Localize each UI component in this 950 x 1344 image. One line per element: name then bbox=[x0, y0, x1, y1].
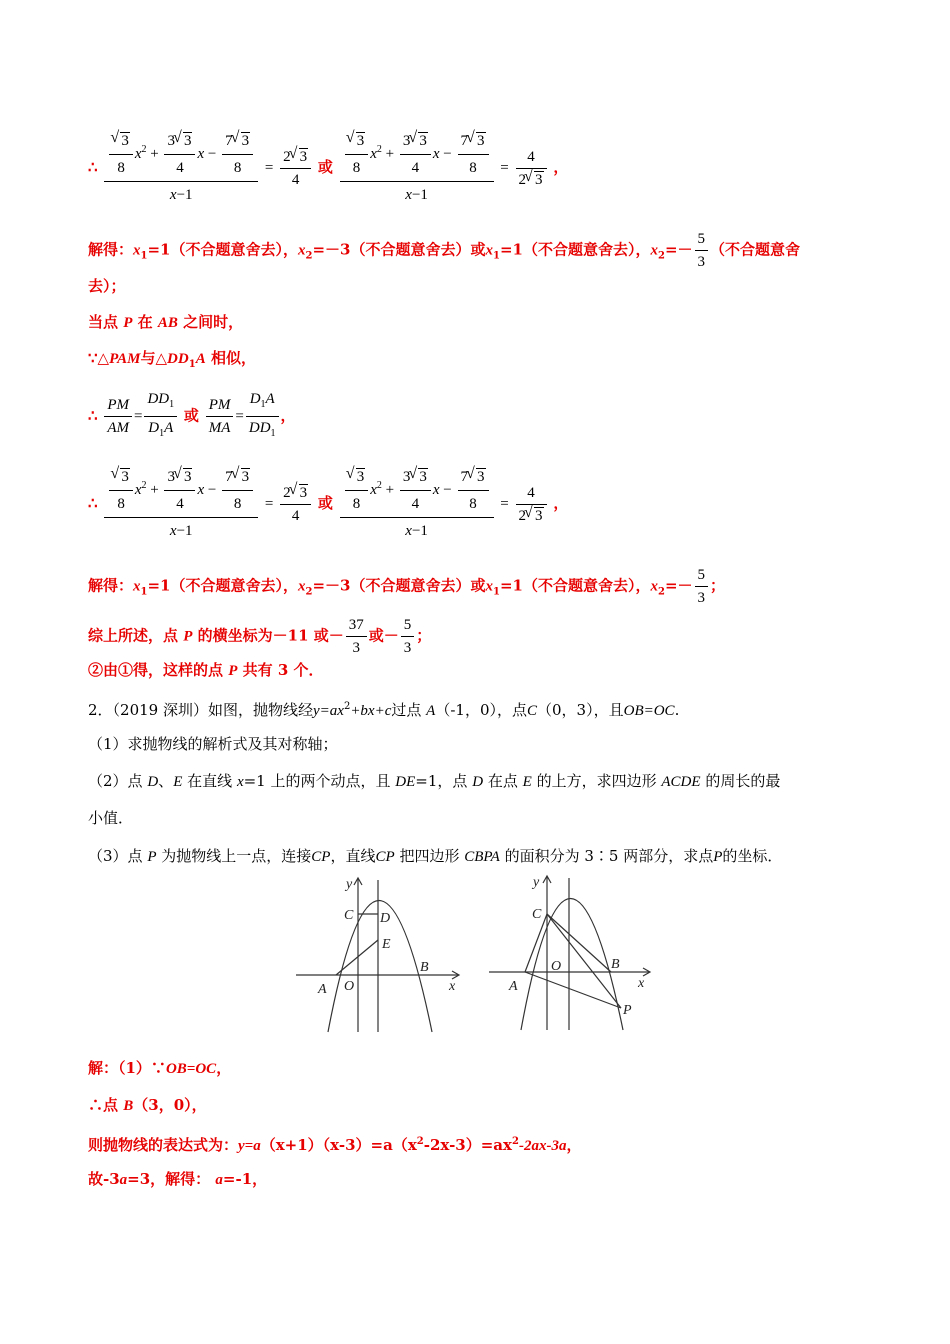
label-a: A bbox=[509, 979, 518, 994]
summary-row: 综上所述，点 P 的横坐标为－11 或－ $\frac{37}{3}$ 或－ $\frac{5}{3}$ ； bbox=[88, 614, 431, 659]
label-d: D bbox=[380, 911, 391, 926]
segment-ae bbox=[336, 940, 378, 975]
label-x: x bbox=[449, 979, 456, 994]
solution-row-7: 解得：$x_1=1$（不合题意舍去），$x_2=-3$（不合题意舍去）或$x_1=1$（不合题意舍去），$x_2=-$ $\frac{5}{3}$ ； bbox=[88, 564, 725, 609]
question-1: （1）求抛物线的解析式及其对称轴； bbox=[88, 735, 338, 753]
question-2-cont: 小值． bbox=[88, 809, 134, 827]
figure-left bbox=[292, 874, 464, 1036]
label-o: O bbox=[344, 979, 355, 994]
question-3: （3）点 P 为抛物线上一点，连接CP，直线CP 把四边形 CBPA 的面积分为 3∶5 两部分，求点P的坐标． bbox=[88, 847, 783, 865]
ratio-row: ∴ $\frac{PM}{AM}$ = $\frac{DD_1}{D_1A}$ 或 $\frac{PM}{MA}$ = $\frac{D_1A}{DD_1}$ ， bbox=[88, 388, 296, 445]
solution-line-3: 则抛物线的表达式为：$y=a(x+1)(x-3)=a(x^2-2x-3)=ax^2-2ax-3a$， bbox=[88, 1136, 582, 1154]
label-c: C bbox=[344, 908, 354, 923]
solution-line-2: ∴点 B（3，0）， bbox=[88, 1096, 207, 1114]
solution-line-1: 解：（1）∵OB=OC， bbox=[88, 1059, 232, 1077]
fraction-right: √ $\frac{3}{8}$ $x^2$ + $\frac{3√ 3}{4}$ x − $\frac{7√ 3}{8}$ x−1 bbox=[340, 128, 494, 208]
label-y: y bbox=[533, 875, 540, 890]
label-y: y bbox=[346, 877, 353, 892]
fraction-4-over-2sqrt3: $\frac{4}{2√ 3}$ bbox=[516, 146, 547, 191]
similar-row: ∵△PAM与$\triangle DD_1A$ 相似， bbox=[88, 349, 256, 370]
label-x: x bbox=[638, 976, 645, 991]
equation-row-1: ∴ √ $\frac{3}{8}$ $x^2$ + $\frac{3√ 3}{4}$ x − $\frac{7√ 3}{8}$ x−1 = $\frac{2√ 3}{4}$ 或 √ $\frac{3}{8}$ $x^2$ + $\frac{3√ 3}{4}$ x − $\frac{7√ 3}{8}$ x−1 = $\frac{4}{2√ 3}$ ， bbox=[88, 128, 568, 208]
solution-row-2b: 去）； bbox=[88, 277, 126, 295]
solution-line-4: 故-3a=3，解得： a=-1， bbox=[88, 1170, 268, 1188]
count-row: ②由①得，这样的点 P 共有 3 个． bbox=[88, 661, 324, 679]
fraction-2sqrt3-over-4: $\frac{2√ 3}{4}$ bbox=[280, 146, 311, 191]
case-row: 当点 P 在 AB 之间时， bbox=[88, 313, 244, 331]
label-b: B bbox=[420, 960, 429, 975]
label-a: A bbox=[318, 982, 327, 997]
label-o: O bbox=[551, 959, 562, 974]
or-word: 或 bbox=[317, 158, 333, 176]
label-p: P bbox=[623, 1003, 632, 1018]
figure-right bbox=[485, 872, 655, 1034]
label-b: B bbox=[611, 957, 620, 972]
label-e: E bbox=[382, 937, 391, 952]
equation-row-2: ∴ √ $\frac{3}{8}$ $x^2$ + $\frac{3√ 3}{4}$ x − $\frac{7√ 3}{8}$ x−1 = $\frac{2√ 3}{4}$ 或 √ $\frac{3}{8}$ $x^2$ + $\frac{3√ 3}{4}$ x − $\frac{7√ 3}{8}$ x−1 = $\frac{4}{2√ 3}$ ， bbox=[88, 464, 568, 544]
solution-row-2: 解得：$x_1=1$（不合题意舍去），$x_2=-3$（不合题意舍去）或$x_1=1$（不合题意舍去），$x_2=-$ $\frac{5}{3}$ （不合题意舍 bbox=[88, 228, 800, 273]
fraction-left: √ $\frac{3}{8}$ $x^2$ + $\frac{3√ 3}{4}$ x − $\frac{7√ 3}{8}$ x−1 bbox=[104, 128, 258, 208]
therefore-symbol: ∴ bbox=[88, 158, 98, 176]
problem-2-title: 2．（2019 深圳）如图，抛物线经$y=ax^2+bx+c$过点 A（-1，0），点C（0，3），且OB=OC. bbox=[88, 701, 680, 719]
question-2: （2）点 D、E 在直线 x=1 上的两个动点，且 DE=1，点 D 在点 E 的上方，求四边形 ACDE 的周长的最 bbox=[88, 772, 781, 790]
label-c: C bbox=[532, 907, 542, 922]
